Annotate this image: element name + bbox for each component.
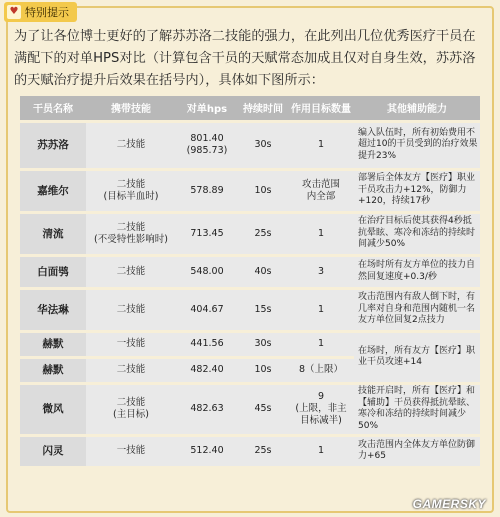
notice-tag-label: 特别提示	[25, 6, 69, 19]
table-row	[20, 121, 480, 169]
duration-cell: 25s	[238, 212, 288, 255]
hps-cell: 713.45	[176, 212, 238, 255]
targets-cell: 1	[288, 288, 354, 331]
extra-ability-cell: 攻击范围内全体友方单位防御力+65	[354, 435, 480, 467]
targets-cell: 3	[288, 255, 354, 288]
duration-cell: 25s	[238, 435, 288, 467]
operator-name: 嘉维尔	[20, 169, 86, 212]
hps-cell: 404.67	[176, 288, 238, 331]
extra-ability-cell: 技能开启时，所有【医疗】和【辅助】干员获得抵抗晕眩、寒冷和冻结的持续时间减少50%	[354, 383, 480, 435]
skill-cell: 二技能 (目标半血时)	[86, 169, 176, 212]
table-row	[20, 288, 480, 331]
targets-cell: 1	[288, 435, 354, 467]
duration-cell: 40s	[238, 255, 288, 288]
operator-name: 白面鸮	[20, 255, 86, 288]
hps-cell: 548.00	[176, 255, 238, 288]
table-header-row	[20, 96, 480, 121]
targets-cell: 攻击范围 内全部	[288, 169, 354, 212]
extra-ability-cell: 在场时所有友方单位的技力自然回复速度+0.3/秒	[354, 255, 480, 288]
skill-cell: 二技能 (主目标)	[86, 383, 176, 435]
table-row	[20, 255, 480, 288]
column-header: 其他辅助能力	[354, 96, 480, 121]
column-header: 干员名称	[20, 96, 86, 121]
skill-cell: 一技能	[86, 331, 176, 357]
duration-cell: 10s	[238, 169, 288, 212]
column-header: 持续时间	[238, 96, 288, 121]
duration-cell: 15s	[238, 288, 288, 331]
extra-ability-cell: 攻击范围内有敌人倒下时，有几率对自身和范围内随机一名友方单位回复2点技力	[354, 288, 480, 331]
table-row	[20, 383, 480, 435]
skill-cell: 二技能	[86, 121, 176, 169]
skill-cell: 一技能	[86, 435, 176, 467]
operator-name: 微风	[20, 383, 86, 435]
operator-name: 闪灵	[20, 435, 86, 467]
extra-ability-cell: 在治疗目标后使其获得4秒抵抗晕眩、寒冷和冻结的持续时间减少50%	[354, 212, 480, 255]
column-header: 作用目标数量	[288, 96, 354, 121]
heart-icon: ♥	[7, 5, 21, 19]
extra-ability-cell: 编入队伍时，所有初始费用不超过10的干员受到的治疗效果提升23%	[354, 121, 480, 169]
hps-comparison-table	[20, 96, 480, 469]
extra-ability-cell: 在场时，所有友方【医疗】职业干员攻速+14	[354, 331, 480, 383]
operator-name: 苏苏洛	[20, 121, 86, 169]
targets-cell: 8（上限）	[288, 357, 354, 383]
table-row	[20, 169, 480, 212]
table-row	[20, 435, 480, 467]
targets-cell: 1	[288, 121, 354, 169]
column-header: 对单hps	[176, 96, 238, 121]
targets-cell: 9 (上限，非主 目标减半)	[288, 383, 354, 435]
duration-cell: 30s	[238, 331, 288, 357]
hps-cell: 482.40	[176, 357, 238, 383]
targets-cell: 1	[288, 331, 354, 357]
skill-cell: 二技能	[86, 357, 176, 383]
hps-cell: 482.63	[176, 383, 238, 435]
skill-cell: 二技能	[86, 288, 176, 331]
hps-cell: 512.40	[176, 435, 238, 467]
targets-cell: 1	[288, 212, 354, 255]
notice-tag	[4, 2, 77, 22]
skill-cell: 二技能	[86, 255, 176, 288]
duration-cell: 30s	[238, 121, 288, 169]
table-row	[20, 331, 480, 357]
operator-name: 清流	[20, 212, 86, 255]
table-row	[20, 212, 480, 255]
extra-ability-cell: 部署后全体友方【医疗】职业干员攻击力+12%，防御力+120，持续17秒	[354, 169, 480, 212]
operator-name: 赫默	[20, 331, 86, 357]
operator-name: 华法琳	[20, 288, 86, 331]
column-header: 携带技能	[86, 96, 176, 121]
hps-cell: 578.89	[176, 169, 238, 212]
operator-name: 赫默	[20, 357, 86, 383]
duration-cell: 10s	[238, 357, 288, 383]
gamersky-watermark: GAMERSKY	[412, 497, 486, 511]
duration-cell: 45s	[238, 383, 288, 435]
hps-cell: 441.56	[176, 331, 238, 357]
hps-cell: 801.40 (985.73)	[176, 121, 238, 169]
intro-paragraph: 为了让各位博士更好的了解苏苏洛二技能的强力，在此列出几位优秀医疗干员在满配下的对单HPS对比（计算包含干员的天赋常态加成且仅对自身生效，苏苏洛的天赋治疗提升后效果在括号内），具体如下图所示：	[14, 29, 476, 88]
skill-cell: 二技能 (不受特性影响时)	[86, 212, 176, 255]
